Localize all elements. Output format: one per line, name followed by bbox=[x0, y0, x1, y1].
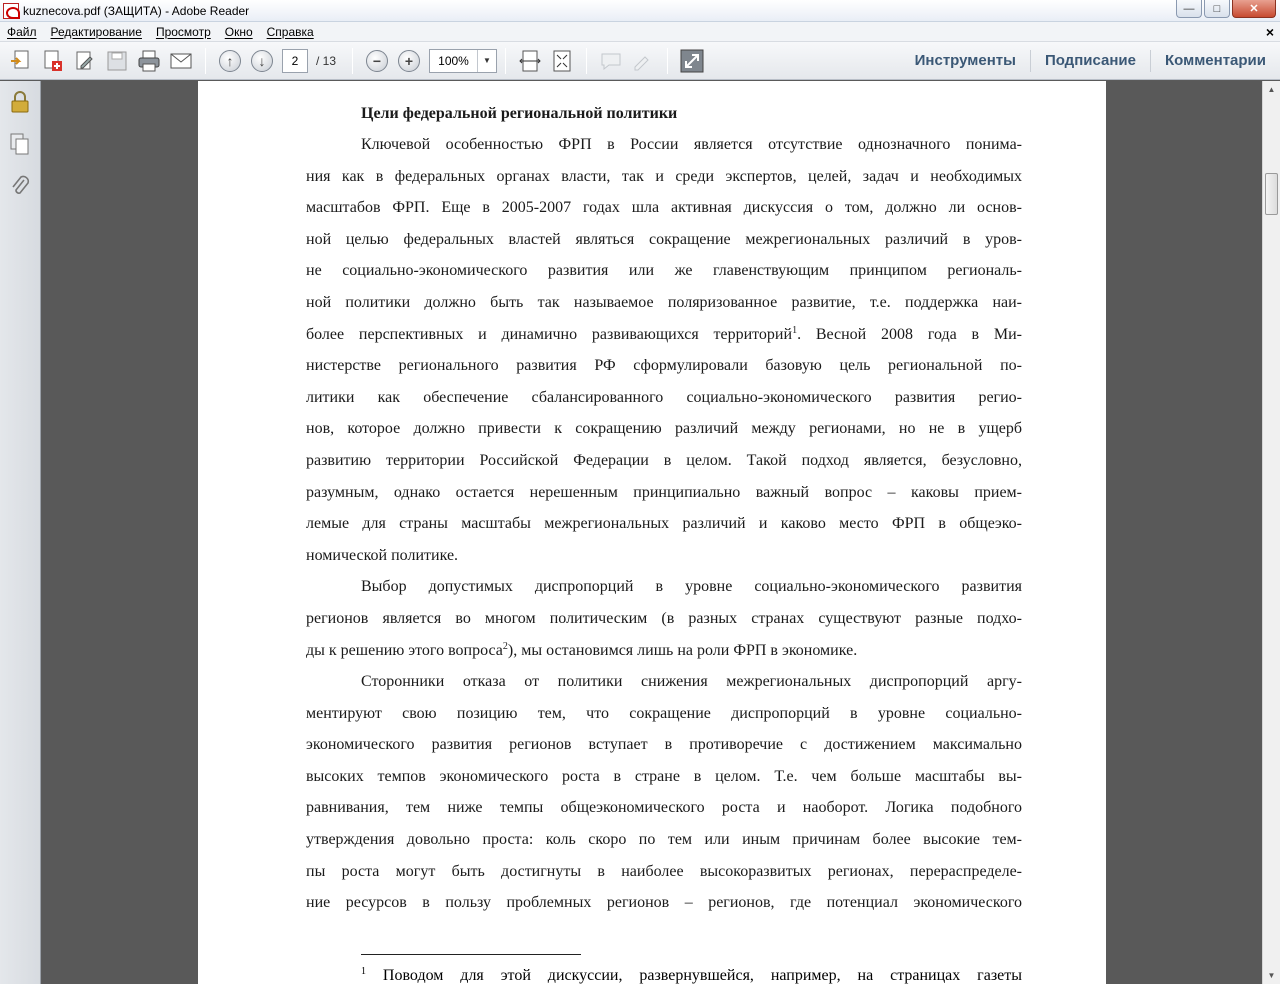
text-line-content: утверждения довольно проста: коль скоро по тем или иным причинам более высокие тем- bbox=[306, 831, 1022, 849]
edit-button[interactable] bbox=[70, 46, 100, 76]
scrollbar-thumb[interactable] bbox=[1265, 173, 1278, 215]
text-line-content: ние ресурсов в пользу проблемных регионов – регионов, где потенциал экономического bbox=[306, 894, 1022, 912]
email-button[interactable] bbox=[166, 46, 196, 76]
save-button[interactable] bbox=[102, 46, 132, 76]
section-heading: Цели федеральной региональной политики bbox=[361, 105, 678, 122]
toolbar-separator bbox=[667, 48, 668, 74]
pdf-app-icon bbox=[3, 3, 19, 19]
text-line bbox=[306, 540, 1022, 572]
zoom-select[interactable] bbox=[429, 49, 497, 73]
edit-icon bbox=[73, 49, 97, 73]
task-panes bbox=[901, 42, 1280, 80]
page-body bbox=[306, 99, 1022, 919]
text-line-content: Сторонники отказа от политики снижения межрегиональных диспропорций аргу- bbox=[361, 673, 1022, 691]
text-line bbox=[306, 824, 1022, 856]
text-line bbox=[306, 603, 1022, 635]
fit-page-button[interactable] bbox=[547, 46, 577, 76]
text-line-content: лемые для страны масштабы межрегиональных различий и каково место ФРП в общеэко- bbox=[306, 515, 1022, 533]
text-line bbox=[306, 129, 1022, 161]
open-file-button[interactable] bbox=[6, 46, 36, 76]
navigation-panel bbox=[0, 81, 41, 984]
text-line-content: ной политики должно быть так называемое поляризованное развитие, т.е. поддержка наи- bbox=[306, 293, 1022, 311]
text-line bbox=[306, 666, 1022, 698]
menu-edit[interactable]: Редактирование bbox=[50, 24, 142, 39]
text-line-content: масштабов ФРП. Еще в 2005-2007 годах шла активная дискуссия о том, должно ли основ- bbox=[306, 199, 1022, 217]
fit-width-button[interactable] bbox=[515, 46, 545, 76]
highlight-button bbox=[628, 46, 658, 76]
zoom-in-button[interactable] bbox=[394, 46, 424, 76]
text-line-content: пы роста могут быть достигнуты в наиболее высокоразвитых регионах, перераспределе- bbox=[306, 862, 1022, 880]
zoom-out-button[interactable] bbox=[362, 46, 392, 76]
text-line bbox=[306, 445, 1022, 477]
page-thumbnails-button[interactable] bbox=[10, 133, 30, 155]
text-line bbox=[306, 192, 1022, 224]
text-line bbox=[306, 508, 1022, 540]
text-line bbox=[306, 413, 1022, 445]
printer-icon bbox=[137, 49, 161, 73]
expand-icon bbox=[680, 49, 704, 73]
arrow-down-icon: ↓ bbox=[251, 50, 273, 72]
text-line bbox=[306, 224, 1022, 256]
open-file-icon bbox=[9, 49, 33, 73]
text-line-content: разумным, однако остается нерешенным принципиально важный вопрос – каковы прием- bbox=[306, 483, 1022, 501]
menu-bar bbox=[0, 22, 1280, 42]
scroll-up-arrow-icon[interactable]: ▲ bbox=[1267, 85, 1276, 94]
text-line-content: нов, которое должно привести к сокращению различий между регионами, но не в ущерб bbox=[306, 420, 1022, 438]
footnote-reference[interactable]: 1 bbox=[792, 324, 798, 336]
plus-icon: + bbox=[398, 50, 420, 72]
text-line bbox=[306, 287, 1022, 319]
text-line-content: развитию территории Российской Федерации в целом. Такой подход является, безусловно, bbox=[306, 451, 1022, 469]
text-line-content: нистерстве регионального развития РФ сформулировали базовую цель региональной по- bbox=[306, 357, 1022, 375]
comment-icon bbox=[600, 51, 622, 71]
menu-window[interactable]: Окно bbox=[224, 24, 253, 39]
create-pdf-button[interactable] bbox=[38, 46, 68, 76]
footnote-number: 1 bbox=[361, 966, 366, 977]
footnote bbox=[361, 961, 1022, 984]
text-line-content: литики как обеспечение сбалансированного социально-экономического развития регио- bbox=[306, 388, 1022, 406]
toolbar-separator bbox=[586, 48, 587, 74]
text-line bbox=[306, 792, 1022, 824]
page-total: / 13 bbox=[316, 53, 337, 68]
previous-page-button[interactable] bbox=[215, 46, 245, 76]
text-line bbox=[306, 477, 1022, 509]
text-line bbox=[306, 856, 1022, 888]
footnote-reference[interactable]: 2 bbox=[502, 640, 508, 652]
vertical-scrollbar[interactable] bbox=[1262, 81, 1280, 984]
attachment-icon bbox=[10, 174, 30, 198]
title-bar bbox=[0, 0, 1280, 22]
text-line bbox=[306, 571, 1022, 603]
text-line bbox=[306, 350, 1022, 382]
text-line-continuation: . Весной 2008 года в Ми- bbox=[797, 325, 1022, 343]
create-pdf-icon bbox=[41, 49, 65, 73]
add-comment-button bbox=[596, 46, 626, 76]
document-viewport[interactable] bbox=[42, 81, 1262, 984]
text-line-content: более перспективных и динамично развивающихся территорий bbox=[306, 325, 793, 343]
text-line bbox=[306, 887, 1022, 919]
toolbar-separator bbox=[205, 48, 206, 74]
full-screen-button[interactable] bbox=[677, 46, 707, 76]
menu-view[interactable]: Просмотр bbox=[155, 24, 211, 39]
footnote-separator bbox=[361, 954, 581, 955]
pdf-page bbox=[198, 81, 1106, 984]
toolbar bbox=[0, 42, 1280, 80]
lock-icon bbox=[11, 91, 29, 113]
envelope-icon bbox=[169, 49, 193, 73]
comment-pane-link[interactable]: Комментарии bbox=[1150, 50, 1280, 72]
save-icon bbox=[106, 50, 128, 72]
text-line-content: ментируют свою позицию тем, что сокращение диспропорций в уровне социально- bbox=[306, 704, 1022, 722]
text-line bbox=[306, 255, 1022, 287]
chevron-down-icon[interactable]: ▼ bbox=[483, 56, 491, 65]
print-button[interactable] bbox=[134, 46, 164, 76]
text-line-content: экономического развития регионов вступает в противоречие с достижением максимально bbox=[306, 736, 1022, 754]
pages-icon bbox=[10, 133, 30, 155]
fit-page-icon bbox=[551, 49, 573, 73]
window-controls bbox=[1176, 0, 1276, 18]
window-title: kuznecova.pdf (ЗАЩИТА) - Adobe Reader bbox=[23, 3, 250, 18]
text-line-content: регионов является во многом политическим (в разных странах существуют разные подхо- bbox=[306, 609, 1022, 627]
tools-pane-link[interactable]: Инструменты bbox=[914, 52, 1016, 69]
close-window-button[interactable]: ✕ bbox=[1232, 0, 1276, 18]
text-line-content: Выбор допустимых диспропорций в уровне социально-экономического развития bbox=[361, 578, 1022, 596]
minus-icon: − bbox=[366, 50, 388, 72]
text-line bbox=[306, 698, 1022, 730]
zoom-value: 100% bbox=[430, 50, 478, 72]
text-line bbox=[306, 319, 1022, 351]
text-line-content: равнивания, тем ниже темпы общеэкономического роста и наоборот. Логика подобного bbox=[306, 799, 1022, 817]
menu-file[interactable]: Файл bbox=[7, 24, 37, 39]
text-line-content: Ключевой особенностью ФРП в России является отсутствие однозначного понима- bbox=[361, 136, 1022, 153]
next-page-button[interactable] bbox=[247, 46, 277, 76]
maximize-button[interactable]: □ bbox=[1204, 0, 1230, 18]
fit-width-icon bbox=[519, 49, 541, 73]
toolbar-separator bbox=[505, 48, 506, 74]
security-settings-button[interactable] bbox=[10, 91, 30, 113]
paragraph-lines bbox=[306, 129, 1022, 919]
highlighter-icon bbox=[632, 51, 654, 71]
text-line-content: ной целью федеральных властей являться сокращение межрегиональных различий в уров- bbox=[306, 230, 1022, 248]
text-line bbox=[306, 635, 1022, 667]
text-line-content: высоких темпов экономического роста в стране в целом. Т.е. чем больше масштабы вы- bbox=[306, 767, 1022, 785]
text-line-content: ды к решению этого вопроса bbox=[306, 641, 503, 659]
attachments-button[interactable] bbox=[10, 175, 30, 197]
page-number-input[interactable]: 2 bbox=[282, 49, 308, 73]
text-line bbox=[306, 161, 1022, 193]
text-line-content: не социально-экономического развития или же главенствующим принципом региональ- bbox=[306, 262, 1022, 280]
sign-pane-link[interactable]: Подписание bbox=[1030, 50, 1150, 72]
text-line bbox=[306, 382, 1022, 414]
arrow-up-icon: ↑ bbox=[219, 50, 241, 72]
text-line-content: ния как в федеральных органах власти, так и среди экспертов, целей, задач и необходимых bbox=[306, 167, 1022, 185]
scroll-down-arrow-icon[interactable]: ▼ bbox=[1267, 971, 1276, 980]
menu-help[interactable]: Справка bbox=[266, 24, 314, 39]
footnote-text: Поводом для этой дискуссии, развернувшейся, например, на страницах газеты bbox=[382, 967, 1022, 984]
minimize-button[interactable]: — bbox=[1176, 0, 1202, 18]
text-line bbox=[306, 729, 1022, 761]
text-line bbox=[306, 761, 1022, 793]
toolbar-separator bbox=[352, 48, 353, 74]
text-line-continuation: ), мы остановимся лишь на роли ФРП в экономике. bbox=[507, 641, 858, 659]
text-line-content: номической политике. bbox=[306, 546, 459, 564]
close-document-button[interactable]: × bbox=[1265, 24, 1274, 40]
